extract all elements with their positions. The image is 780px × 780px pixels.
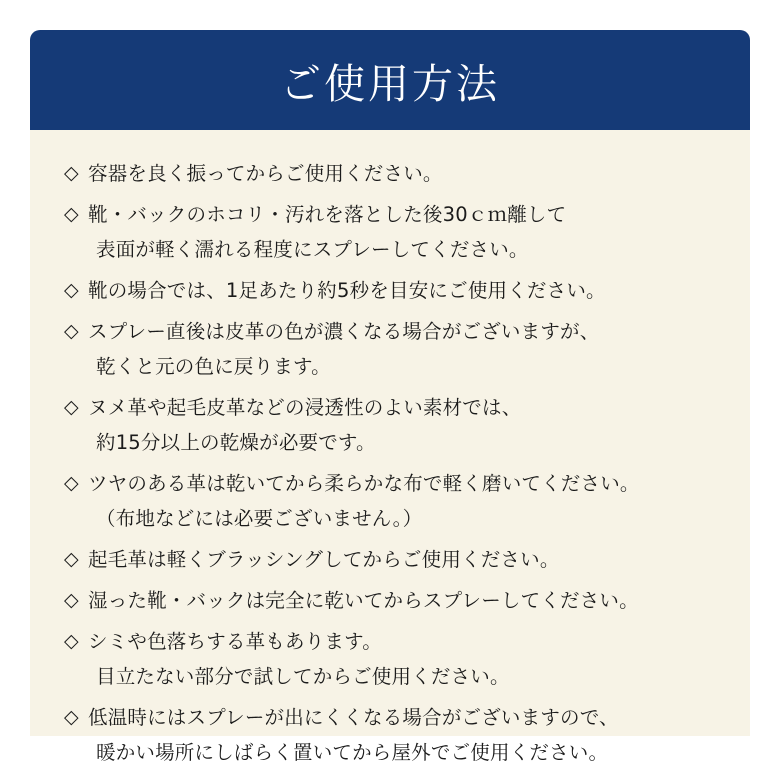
instruction-text: ヌメ革や起毛皮革などの浸透性のよい素材では、 xyxy=(88,396,522,419)
instruction-text: 起毛革は軽くブラッシングしてからご使用ください。 xyxy=(88,548,560,571)
diamond-bullet-icon: ◇ xyxy=(64,706,79,728)
instruction-line xyxy=(64,232,716,267)
instruction-item xyxy=(64,314,716,384)
instruction-item xyxy=(64,156,716,191)
diamond-bullet-icon: ◇ xyxy=(64,162,79,184)
instruction-line xyxy=(64,583,716,618)
diamond-bullet-icon: ◇ xyxy=(64,630,79,652)
instruction-text: 低温時にはスプレーが出にくくなる場合がございますので、 xyxy=(88,706,619,729)
instruction-line xyxy=(64,273,716,308)
instruction-item xyxy=(64,466,716,536)
diamond-bullet-icon: ◇ xyxy=(64,320,79,342)
instruction-line xyxy=(64,390,716,425)
diamond-bullet-icon: ◇ xyxy=(64,472,79,494)
instruction-line xyxy=(64,349,716,384)
instruction-line xyxy=(64,314,716,349)
instruction-text: 目立たない部分で試してからご使用ください。 xyxy=(96,665,510,688)
instruction-item xyxy=(64,390,716,460)
instruction-line xyxy=(64,659,716,694)
instruction-line xyxy=(64,156,716,191)
instruction-text: 乾くと元の色に戻ります。 xyxy=(96,355,331,378)
instruction-item xyxy=(64,700,716,770)
instruction-text: スプレー直後は皮革の色が濃くなる場合がございますが、 xyxy=(88,320,600,343)
diamond-bullet-icon: ◇ xyxy=(64,396,79,418)
instruction-text: 暖かい場所にしばらく置いてから屋外でご使用ください。 xyxy=(96,741,609,764)
instruction-line xyxy=(64,624,716,659)
instruction-card xyxy=(30,30,750,764)
instruction-item xyxy=(64,583,716,618)
instruction-item xyxy=(64,624,716,694)
diamond-bullet-icon: ◇ xyxy=(64,548,79,570)
instruction-item xyxy=(64,197,716,267)
instruction-item xyxy=(64,273,716,308)
instruction-text: 湿った靴・バックは完全に乾いてからスプレーしてください。 xyxy=(88,589,639,612)
page-title: ご使用方法 xyxy=(280,59,500,108)
instruction-text: 表面が軽く濡れる程度にスプレーしてください。 xyxy=(96,238,529,261)
instruction-text: 約15分以上の乾燥が必要です。 xyxy=(96,431,376,454)
instruction-text: （布地などには必要ございません。） xyxy=(96,507,423,530)
diamond-bullet-icon: ◇ xyxy=(64,203,79,225)
instruction-line xyxy=(64,197,716,232)
instruction-text: 靴の場合では、1足あたり約5秒を目安にご使用ください。 xyxy=(88,279,606,302)
diamond-bullet-icon: ◇ xyxy=(64,589,79,611)
instruction-list xyxy=(30,130,750,770)
instruction-line xyxy=(64,501,716,536)
instruction-text: シミや色落ちする革もあります。 xyxy=(88,630,382,653)
instruction-text: 容器を良く振ってからご使用ください。 xyxy=(88,162,443,185)
instruction-item xyxy=(64,542,716,577)
card-header xyxy=(30,30,750,130)
diamond-bullet-icon: ◇ xyxy=(64,279,79,301)
instruction-text: 靴・バックのホコリ・汚れを落とした後30ｃｍ離して xyxy=(88,203,567,226)
instruction-line xyxy=(64,735,716,770)
instruction-line xyxy=(64,542,716,577)
instruction-line xyxy=(64,425,716,460)
instruction-line xyxy=(64,700,716,735)
instruction-text: ツヤのある革は乾いてから柔らかな布で軽く磨いてください。 xyxy=(88,472,640,495)
instruction-line xyxy=(64,466,716,501)
